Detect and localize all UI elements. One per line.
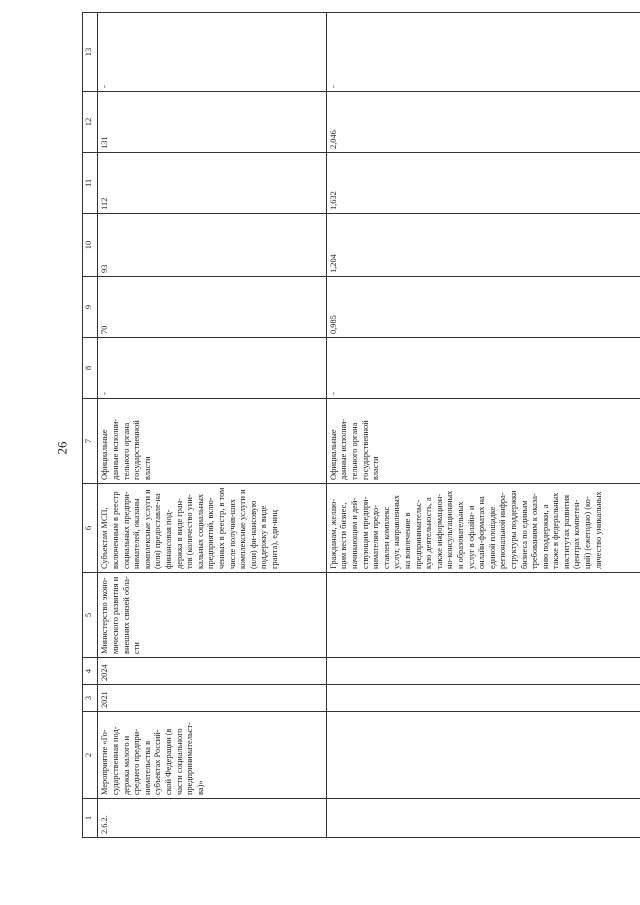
table-header-row bbox=[83, 13, 98, 838]
page-number: 26 bbox=[54, 441, 70, 455]
header-cell: 13 bbox=[83, 13, 98, 92]
value-cell: - bbox=[98, 338, 326, 399]
value-cell: 2,046 bbox=[326, 92, 640, 153]
end-year-cell: 2024 bbox=[98, 658, 326, 685]
header-cell: 12 bbox=[83, 92, 98, 153]
start-year-cell bbox=[326, 685, 640, 712]
value-cell: 93 bbox=[98, 214, 326, 277]
value-cell: 112 bbox=[98, 153, 326, 214]
value-cell: - bbox=[326, 338, 640, 399]
value-cell: - bbox=[98, 13, 326, 92]
event-name-cell: Мероприятие «Го-сударственная под-держка малого и среднего предпри-нимательства в субъектах Россий-ской Федерации (в части социального предпринимательст-ва)» bbox=[98, 712, 326, 799]
table-row bbox=[326, 13, 640, 838]
value-cell: 0,985 bbox=[326, 277, 640, 338]
item-number-cell: 2.6.2. bbox=[98, 799, 326, 838]
value-cell: 1,632 bbox=[326, 153, 640, 214]
table-row bbox=[98, 13, 326, 838]
executor-cell bbox=[326, 573, 640, 658]
value-cell: 70 bbox=[98, 277, 326, 338]
header-cell: 4 bbox=[83, 658, 98, 685]
end-year-cell bbox=[326, 658, 640, 685]
header-cell: 5 bbox=[83, 573, 98, 658]
executor-cell: Министерство эконо-мического развития и внешних связей обла-сти bbox=[98, 573, 326, 658]
header-cell: 9 bbox=[83, 277, 98, 338]
header-cell: 1 bbox=[83, 799, 98, 838]
source-cell: Официальные данные исполни-тельного органа государственной власти bbox=[326, 399, 640, 484]
source-cell: Официальные данные исполни-тельного органа государственной власти bbox=[98, 399, 326, 484]
indicator-cell: Субъектам МСП, включенным в реестр социальных предпри-нимателей, оказаны комплексные услуги и (или) предоставле-на финансовая под-держка в виде гран-тов (количество уни-кальных социальных предприятий, вклю-ченных в реестр, в том числе получив-ших комплексные услуги и (или) фи-нансовую поддержку в виде гранта), еди-ниц bbox=[98, 484, 326, 573]
value-cell: 131 bbox=[98, 92, 326, 153]
header-cell: 6 bbox=[83, 484, 98, 573]
header-cell: 2 bbox=[83, 712, 98, 799]
table-container bbox=[82, 47, 640, 838]
indicator-cell: Гражданам, желаю-щим вести бизнес, начинающим и дей-ствующим предпри-нимателям предо-ставлен комплекс услуг, направленных на вовлечение в предпринимательс-кую деятельность, а также информацион-но-консультационных и образовательных услуг в офлайн- и онлайн-форматах на единой площадке региональной инфра-структуры поддержки бизнеса по единым требованиям к оказа-нию поддержки, а также в федеральных институтах развития (центрах компетен-ций) (ежегодно) (ко-личество уникальных bbox=[326, 484, 640, 573]
header-cell: 3 bbox=[83, 685, 98, 712]
value-cell: - bbox=[326, 13, 640, 92]
event-name-cell bbox=[326, 712, 640, 799]
header-cell: 7 bbox=[83, 399, 98, 484]
header-cell: 8 bbox=[83, 338, 98, 399]
header-cell: 11 bbox=[83, 153, 98, 214]
value-cell: 1,204 bbox=[326, 214, 640, 277]
item-number-cell bbox=[326, 799, 640, 838]
indicators-table bbox=[82, 12, 640, 838]
header-cell: 10 bbox=[83, 214, 98, 277]
start-year-cell: 2021 bbox=[98, 685, 326, 712]
